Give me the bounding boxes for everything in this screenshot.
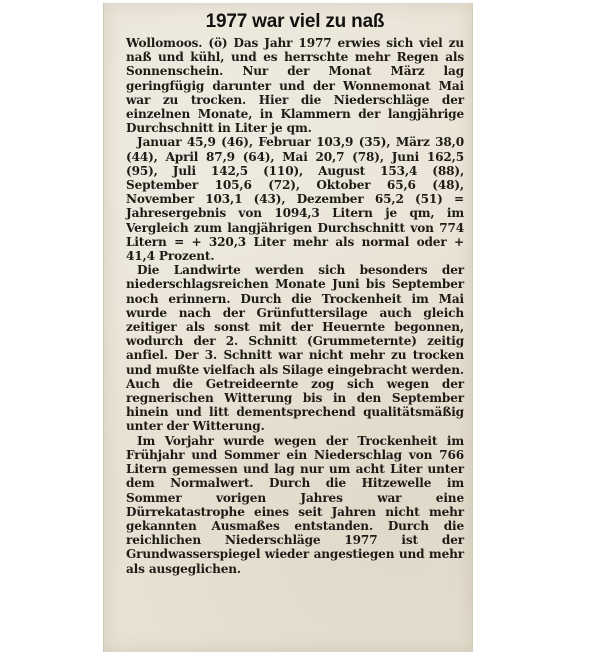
rainfall-figures-paragraph: Januar 45,9 (46), Februar 103,9 (35), März 38,0 (44), April 87,9 (64), Mai 20,7 (78), Juni 162,5 (95), Juli 142,5 (110), August 153,4 (88), September 105,6 (72), Oktober 65,6 (48), November 103,1 (43), Dezember 65,2 (51) = Jahresergebnis von 1094,3 Litern je qm, im Vergleich zum langjährigen Durchschnitt von 774 Litern = + 320,3 Liter mehr als normal oder + 41,4 Prozent.	[126, 135, 464, 264]
article-headline: 1977 war viel zu naß	[205, 11, 385, 32]
dateline: Wollomoos.	[126, 36, 203, 50]
newspaper-clipping	[103, 3, 473, 652]
farmers-paragraph: Die Landwirte werden sich besonders der niederschlagsreichen Monate Juni bis September noch erinnern. Durch die Trockenheit im Mai wurde nach der Grünfuttersilage auch gleich zeitiger als sonst mit der Heuernte begonnen, wodurch der 2. Schnitt (Grummeternte) zeitig anfiel. Der 3. Schnitt war nicht mehr zu trocken und mußte vielfach als Silage eingebracht werden. Auch die Getreideernte zog sich wegen der regnerischen Witterung bis in den September hinein und litt dementsprechend qualitätsmäßig unter der Witterung.	[126, 263, 464, 434]
lead-text: (ö) Das Jahr 1977 erwies sich viel zu naß und kühl, und es herrschte mehr Regen als Sonnenschein. Nur der Monat März lag geringfügig darunter und der Wonnemonat Mai war zu trocken. Hier die Niederschläge der einzelnen Monate, in Klammern der langjährige Durchschnitt in Liter je qm.	[126, 36, 464, 136]
previous-year-paragraph: Im Vorjahr wurde wegen der Trockenheit im Frühjahr und Sommer ein Niederschlag von 766 Litern gemessen und lag nur um acht Liter unter dem Normalwert. Durch die Hitzewelle im Sommer vorigen Jahres war eine Dürrekatastrophe eines seit Jahren nicht mehr gekannten Ausmaßes entstanden. Durch die reichlichen Niederschläge 1977 ist der Grundwasserspiegel wieder angestiegen und mehr als ausgeglichen.	[126, 433, 464, 576]
lead-paragraph	[126, 36, 464, 135]
